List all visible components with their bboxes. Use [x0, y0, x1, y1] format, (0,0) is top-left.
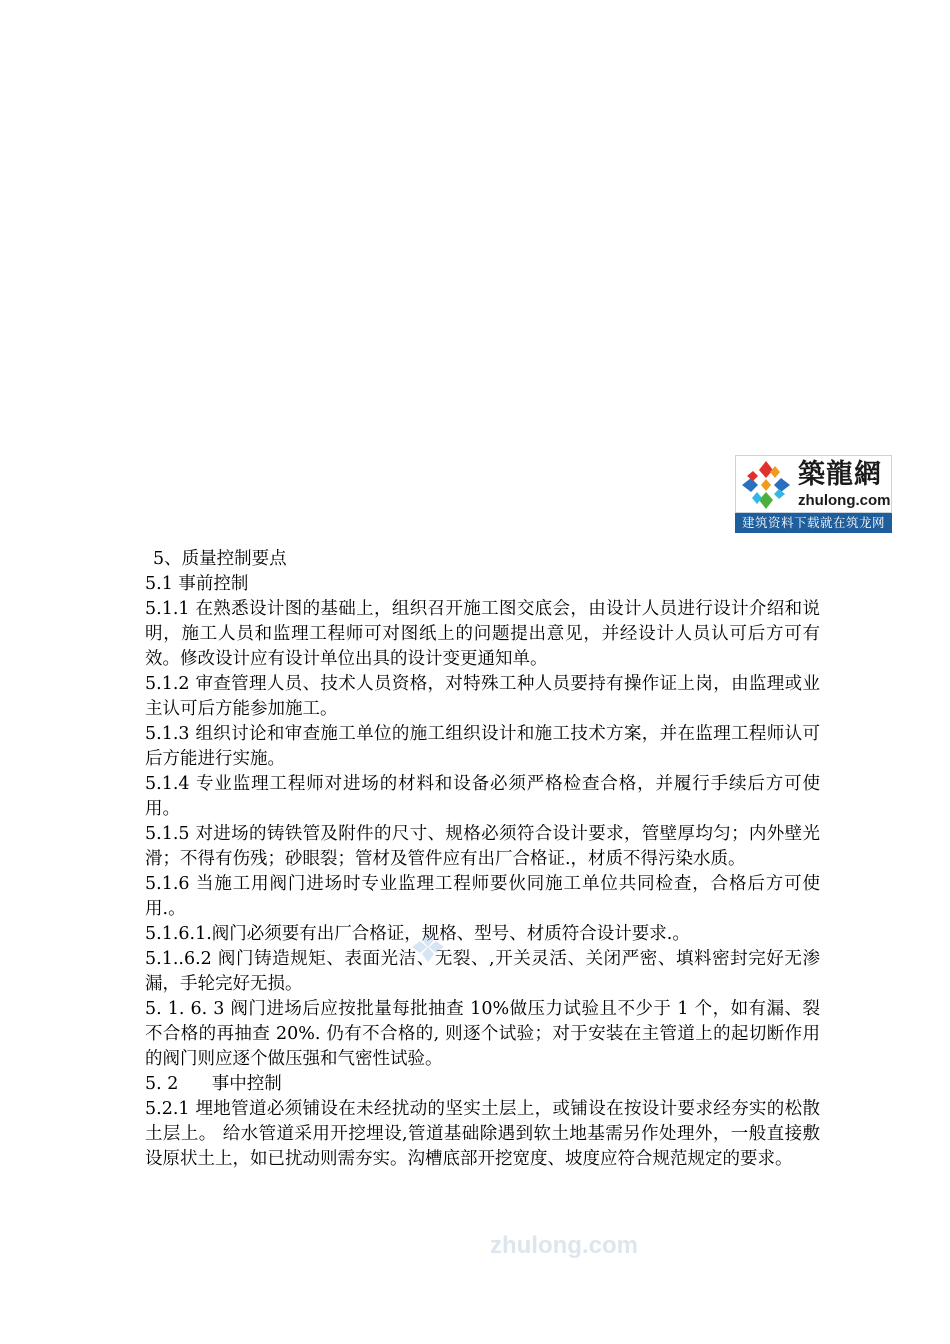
logo-domain: zhulong.com [798, 492, 891, 509]
document-body [145, 547, 820, 1172]
subsection-heading: 5. 2 事中控制 [145, 1074, 282, 1094]
paragraph: 5.2.1 埋地管道必须铺设在未经扰动的坚实土层上，或铺设在按设计要求经夯实的松散土层上。 给水管道采用开挖埋设,管道基础除遇到软土地基需另作处理外，一般直接敷设原状土上，如已扰动则需夯实。沟槽底部开挖宽度、坡度应符合规范规定的要求。 [145, 1099, 820, 1169]
paragraph: 5.1.5 对进场的铸铁管及附件的尺寸、规格必须符合设计要求，管壁厚均匀；内外壁光滑；不得有伤残；砂眼裂；管材及管件应有出厂合格证.，材质不得污染水质。 [145, 824, 820, 869]
logo-chinese-name: 築龍網 [798, 459, 882, 490]
paragraph: 5.1.3 组织讨论和审查施工单位的施工组织设计和施工技术方案，并在监理工程师认可后方能进行实施。 [145, 724, 820, 769]
paragraph: 5.1.6 当施工用阀门进场时专业监理工程师要伙同施工单位共同检查，合格后方可使用.。 [145, 874, 820, 919]
paragraph: 5.1.6.1.阀门必须要有出厂合格证，规格、型号、材质符合设计要求.。 [145, 924, 690, 944]
section-title: 5、质量控制要点 [153, 549, 287, 569]
subsection-heading: 5.1 事前控制 [145, 574, 249, 594]
paragraph: 5.1.2 审查管理人员、技术人员资格，对特殊工种人员要持有操作证上岗，由监理或业主认可后方能参加施工。 [145, 674, 820, 719]
paragraph: 5.1.1 在熟悉设计图的基础上，组织召开施工图交底会，由设计人员进行设计介绍和说明，施工人员和监理工程师可对图纸上的问题提出意见，并经设计人员认可后方可有效。修改设计应有设计单位出具的设计变更通知单。 [145, 599, 820, 669]
paragraph: 5. 1. 6. 3 阀门进场后应按批量每批抽查 10%做压力试验且不少于 1 个，如有漏、裂不合格的再抽查 20%. 仍有不合格的, 则逐个试验；对于安装在主管道上的起切断作用的阀门则应逐个做压强和气密性试验。 [145, 999, 820, 1069]
logo-top-panel [735, 455, 892, 513]
zhulong-pinwheel-icon [738, 458, 794, 512]
logo-slogan: 建筑资料下载就在筑龙网 [735, 513, 892, 533]
paragraph: 5.1.4 专业监理工程师对进场的材料和设备必须严格检查合格，并履行手续后方可使用。 [145, 774, 820, 819]
zhulong-logo[interactable] [735, 455, 892, 533]
paragraph: 5.1..6.2 阀门铸造规矩、表面光洁、无裂、,开关灵活、关闭严密、填料密封完好无渗漏，手轮完好无损。 [145, 949, 820, 994]
watermark-zhulong: zhulong.com [490, 1232, 638, 1259]
